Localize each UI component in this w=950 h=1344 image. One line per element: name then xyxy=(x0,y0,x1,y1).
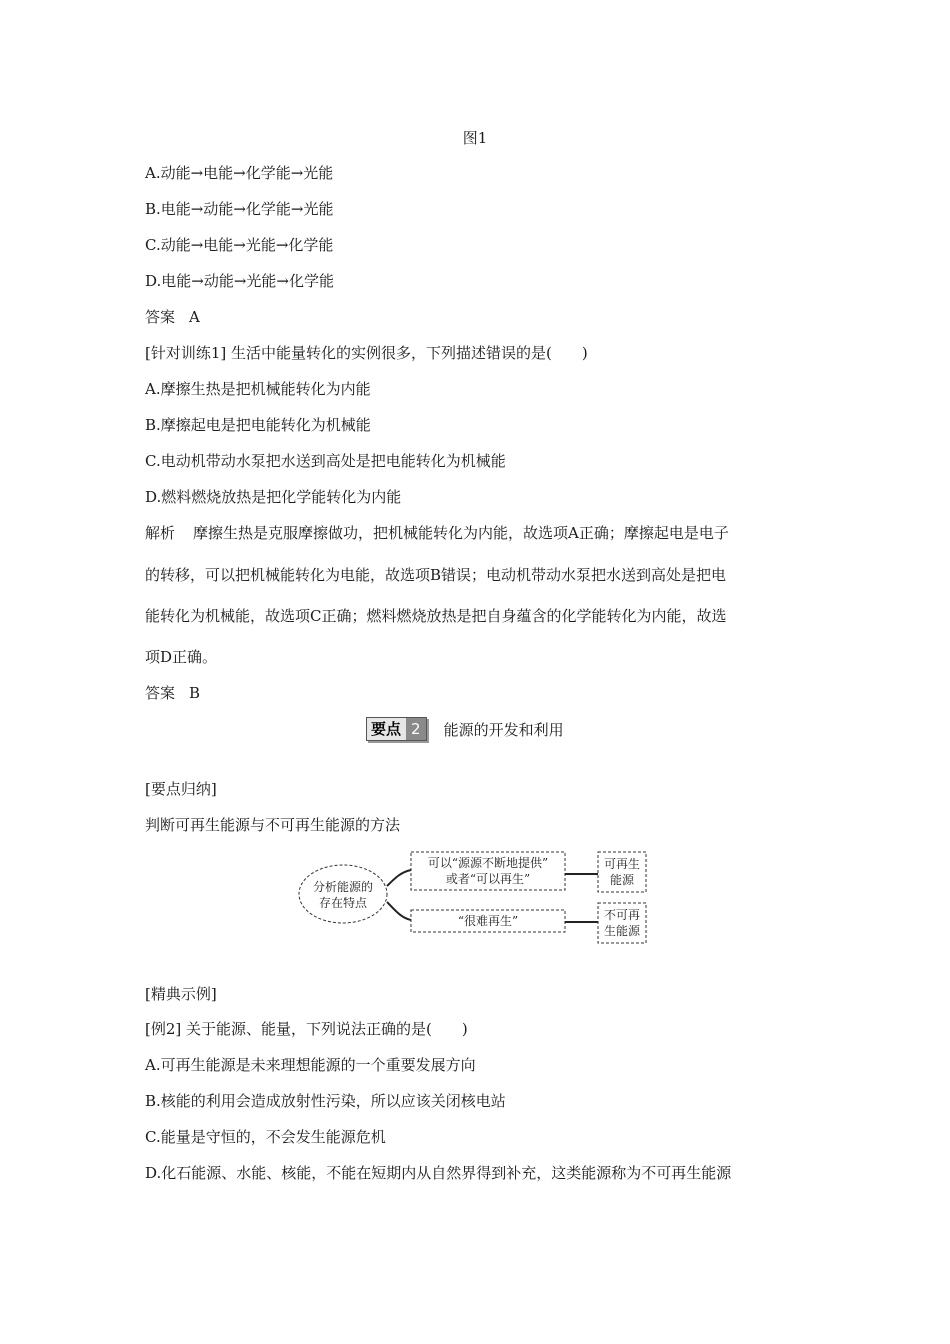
drill1-option-c: C.电动机带动水泵把水送到高处是把电能转化为机械能 xyxy=(145,452,506,470)
answer-value: A xyxy=(189,308,200,326)
q1-option-d: D.电能→动能→光能→化学能 xyxy=(145,272,334,290)
q1-answer xyxy=(145,307,200,327)
example2-stem: [例2] 关于能源、能量，下列说法正确的是( ) xyxy=(145,1020,468,1038)
nonrenewable-line-2: 生能源 xyxy=(603,924,640,938)
example2-option-d: D.化石能源、水能、核能，不能在短期内从自然界得到补充，这类能源称为不可再生能源 xyxy=(145,1164,732,1182)
nonrenewable-label xyxy=(598,907,646,939)
answer-label: 答案 xyxy=(145,684,176,702)
top-box-line-1: 可以“源源不断地提供” xyxy=(427,856,549,870)
top-box-line-2: 或者“可以再生” xyxy=(445,872,531,886)
section-badge-text: 要点 xyxy=(367,718,406,740)
oval-label-line-1: 分析能源的 xyxy=(312,880,373,894)
oval-label xyxy=(301,879,385,911)
top-box-label xyxy=(411,855,565,887)
figure-caption: 图1 xyxy=(462,129,488,147)
summary-heading: [要点归纳] xyxy=(145,780,217,798)
drill1-answer xyxy=(145,683,200,703)
energy-classification-diagram xyxy=(295,848,655,948)
lower-bracket xyxy=(387,902,411,920)
analysis-line-2: 的转移，可以把机械能转化为电能，故选项B错误；电动机带动水泵把水送到高处是把电 xyxy=(145,566,727,584)
drill1-stem: [针对训练1] 生活中能量转化的实例很多，下列描述错误的是( ) xyxy=(145,344,588,362)
drill1-option-b: B.摩擦起电是把电能转化为机械能 xyxy=(145,416,371,434)
method-title: 判断可再生能源与不可再生能源的方法 xyxy=(145,816,401,834)
oval-label-line-2: 存在特点 xyxy=(318,896,367,910)
q1-option-c: C.动能→电能→光能→化学能 xyxy=(145,236,334,254)
analysis-line-4: 项D正确。 xyxy=(145,648,218,666)
analysis-line-3: 能转化为机械能，故选项C正确；燃料燃烧放热是把自身蕴含的化学能转化为内能，故选 xyxy=(145,607,727,625)
analysis-line-1 xyxy=(145,523,729,543)
section-badge xyxy=(366,717,427,741)
example2-option-c: C.能量是守恒的，不会发生能源危机 xyxy=(145,1128,386,1146)
section-badge-number: 2 xyxy=(406,718,426,740)
renewable-label xyxy=(598,856,646,888)
example2-option-a: A.可再生能源是未来理想能源的一个重要发展方向 xyxy=(145,1056,476,1074)
answer-label: 答案 xyxy=(145,308,176,326)
drill1-option-a: A.摩擦生热是把机械能转化为内能 xyxy=(145,380,371,398)
q1-option-b: B.电能→动能→化学能→光能 xyxy=(145,200,334,218)
q1-option-a: A.动能→电能→化学能→光能 xyxy=(145,164,334,182)
renewable-line-2: 能源 xyxy=(609,873,634,887)
analysis-text-1: 摩擦生热是克服摩擦做功，把机械能转化为内能，故选项A正确；摩擦起电是电子 xyxy=(193,524,729,542)
answer-value: B xyxy=(189,684,201,702)
section-title: 能源的开发和利用 xyxy=(443,720,564,739)
nonrenewable-line-1: 不可再 xyxy=(603,908,640,922)
renewable-line-1: 可再生 xyxy=(603,857,640,871)
section-heading xyxy=(366,717,564,741)
analysis-label: 解析 xyxy=(145,524,176,542)
example-heading: [精典示例] xyxy=(145,985,217,1003)
upper-bracket xyxy=(387,870,411,886)
example2-option-b: B.核能的利用会造成放射性污染，所以应该关闭核电站 xyxy=(145,1092,506,1110)
drill1-option-d: D.燃料燃烧放热是把化学能转化为内能 xyxy=(145,488,402,506)
bottom-box-label: “很难再生” xyxy=(457,914,519,928)
